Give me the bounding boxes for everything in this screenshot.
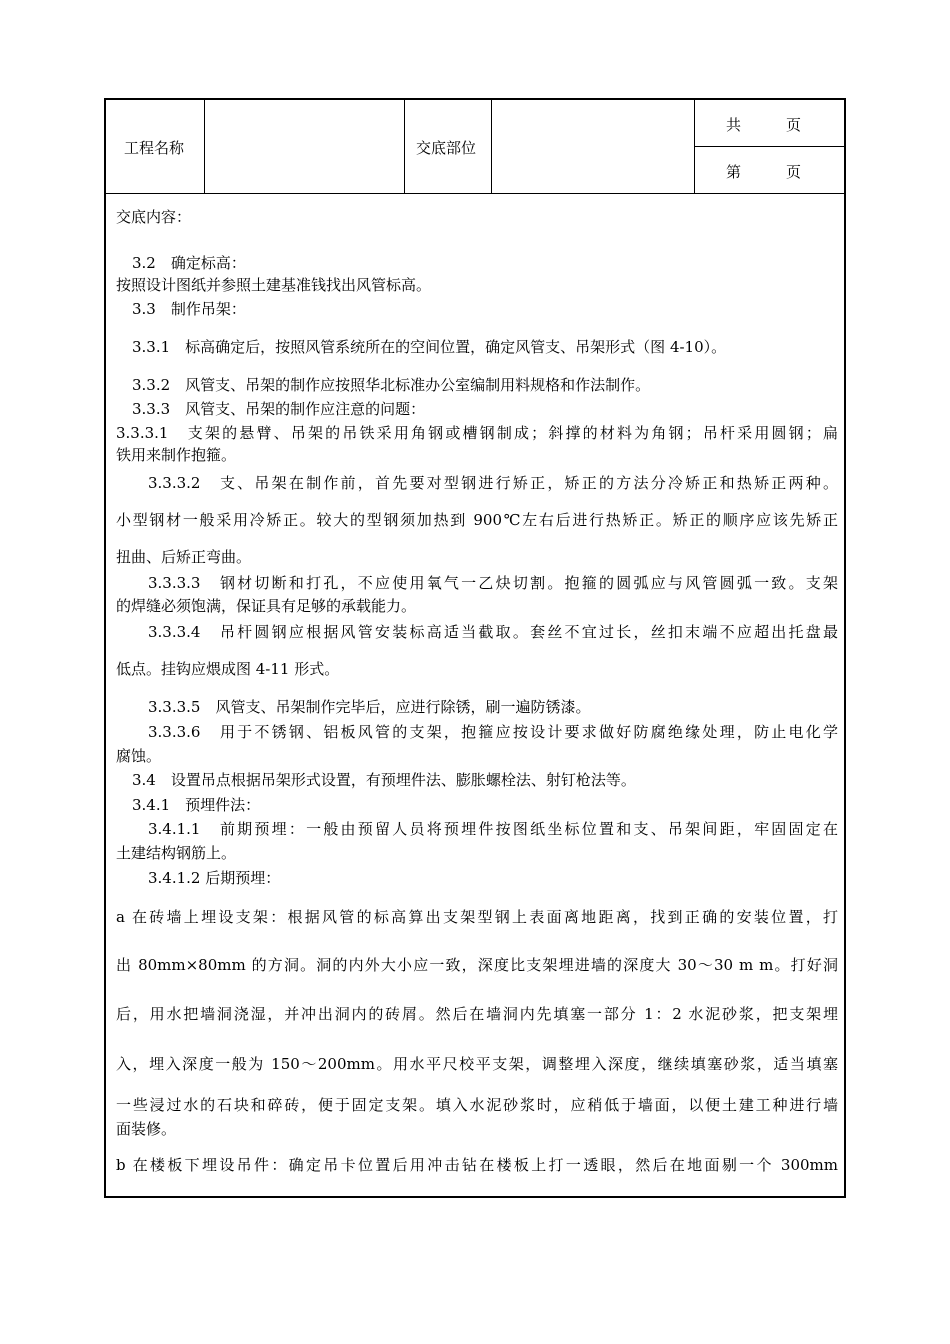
paragraph-line: 3.3.1 标高确定后，按照风管系统所在的空间位置，确定风管支、吊架形式（图 4-10）。 [132,338,727,356]
project-name-label: 工程名称 [124,139,185,157]
paragraph-line: 3.3.2 风管支、吊架的制作应按照华北标准办公室编制用料规格和作法制作。 [132,376,651,394]
section-heading: 3.4.1.2 后期预埋： [148,869,281,887]
divider [491,100,492,193]
paragraph-line: 的焊缝必须饱满，保证具有足够的承载能力。 [116,597,417,615]
paragraph-line: 3.3.3.4 吊杆圆钢应根据风管安装标高适当截取。套丝不宜过长，丝扣末端不应超出托盘最 [148,623,838,641]
paragraph-line: 3.3.3.3 钢材切断和打孔，不应使用氧气一乙炔切割。抱箍的圆弧应与风管圆弧一致。支架 [148,574,838,592]
paragraph-line: 腐蚀。 [116,747,162,765]
paragraph-line: 铁用来制作抱箍。 [116,446,237,464]
paragraph-line: 3.3.3.2 支、吊架在制作前，首先要对型钢进行矫正，矫正的方法分冷矫正和热矫正两种。 [148,474,838,492]
paragraph-line: 小型钢材一般采用冷矫正。较大的型钢须加热到 900℃左右后进行热矫正。矫正的顺序应该先矫正 [116,511,838,529]
paragraph-line: 入，埋入深度一般为 150～200mm。用水平尺校平支架，调整埋入深度，继续填塞砂浆，适当填塞 [116,1055,838,1073]
paragraph-line: 一些浸过水的石块和碎砖，便于固定支架。填入水泥砂浆时，应稍低于墙面，以便土建工种进行墙 [116,1096,838,1114]
location-label: 交底部位 [416,139,477,157]
paragraph-line: 后，用水把墙洞浇湿，并冲出洞内的砖屑。然后在墙洞内先填塞一部分 1：2 水泥砂浆，把支架埋 [116,1005,838,1023]
section-heading: 3.3 制作吊架： [132,300,246,318]
current-page: 第 页 [726,163,802,181]
total-pages: 共 页 [726,116,802,134]
paragraph-line: 土建结构钢筋上。 [116,844,237,862]
paragraph-line: 3.3.3.1 支架的悬臂、吊架的吊铁采用角钢或槽钢制成；斜撑的材料为角钢；吊杆采用圆钢；扁 [116,424,838,442]
paragraph-line: 扭曲、后矫正弯曲。 [116,548,252,566]
divider [404,100,405,193]
section-heading: 3.2 确定标高： [132,254,246,272]
paragraph-line: 3.3.3.6 用于不锈钢、铝板风管的支架，抱箍应按设计要求做好防腐绝缘处理，防止电化学 [148,723,838,741]
paragraph-line: 3.3.3.5 风管支、吊架制作完毕后，应进行除锈，刷一遍防锈漆。 [148,698,591,716]
section-heading: 3.4 设置吊点根据吊架形式设置，有预埋件法、膨胀螺栓法、射钉枪法等。 [132,771,636,789]
paragraph-line: 按照设计图纸并参照土建基准钱找出风管标高。 [116,276,432,294]
paragraph-line: 低点。挂钩应煨成图 4-11 形式。 [116,660,340,678]
paragraph-line: 3.3.3 风管支、吊架的制作应注意的问题： [132,400,426,418]
paragraph-line: b 在楼板下埋设吊件：确定吊卡位置后用冲击钻在楼板上打一透眼，然后在地面剔一个 300mm [116,1156,838,1174]
header-row [106,100,844,194]
section-heading: 3.4.1 预埋件法： [132,796,261,814]
document-table [104,98,846,1198]
divider [694,146,844,147]
paragraph-line: 3.4.1.1 前期预埋：一般由预留人员将预埋件按图纸坐标位置和支、吊架间距，牢固固定在 [148,820,838,838]
paragraph-line: a 在砖墙上埋设支架：根据风管的标高算出支架型钢上表面离地距离，找到正确的安装位置，打 [116,908,838,926]
paragraph-line: 出 80mm×80mm 的方洞。洞的内外大小应一致，深度比支架埋进墙的深度大 30～30 m m。打好洞 [116,956,838,974]
content-label: 交底内容： [116,208,192,226]
divider [204,100,205,193]
paragraph-line: 面装修。 [116,1120,177,1138]
